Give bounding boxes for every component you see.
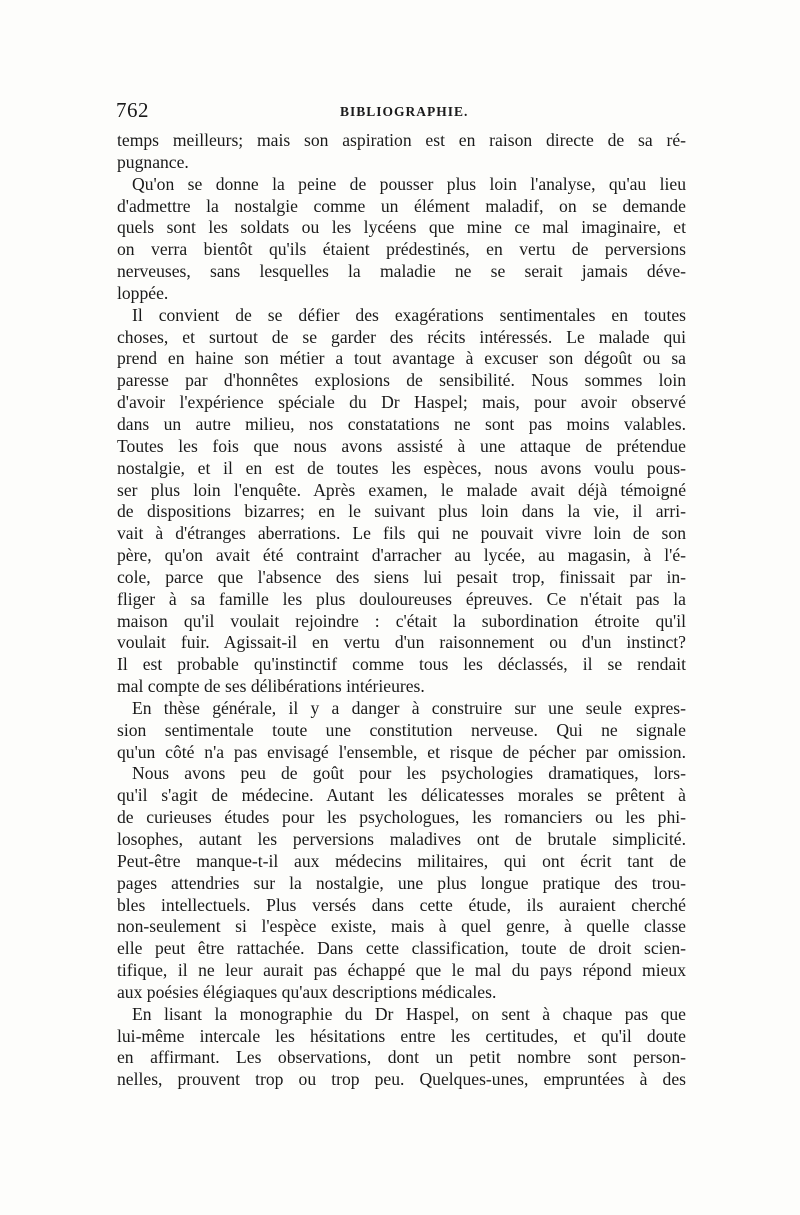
page-number: 762 — [116, 98, 149, 122]
text-line: temps meilleurs; mais son aspiration est en raison directe de sa ré- — [117, 130, 686, 150]
text-line: En thèse générale, il y a danger à construire sur une seule expres- — [132, 697, 686, 718]
text-line: Peut-être manque-t-il aux médecins militaires, qui ont écrit tant de — [117, 850, 686, 871]
text-line: qu'il s'agit de médecine. Autant les délicatesses morales se prêtent à — [117, 785, 686, 806]
text-line: ser plus loin l'enquête. Après examen, le malade avait déjà témoigné — [117, 479, 686, 500]
text-line: on verra bientôt qu'ils étaient prédestinés, en vertu de perversions — [117, 239, 686, 260]
text-line: aux poésies élégiaques qu'aux descriptions médicales. — [117, 981, 497, 1002]
text-line: maison qu'il voulait rejoindre : c'était la subordination étroite qu'il — [117, 610, 686, 631]
text-line: Il est probable qu'instinctif comme tous les déclassés, il se rendait — [117, 654, 686, 675]
text-line: père, qu'on avait été contraint d'arracher au lycée, au magasin, à l'é- — [117, 545, 686, 566]
text-line: vait à d'étranges aberrations. Le fils qui ne pouvait vivre loin de son — [117, 523, 686, 544]
text-line: nerveuses, sans lesquelles la maladie ne se serait jamais déve- — [117, 261, 686, 282]
text-line: nostalgie, et il en est de toutes les espèces, nous avons voulu pous- — [117, 457, 686, 478]
running-head: BIBLIOGRAPHIE. — [340, 104, 469, 119]
text-line: cole, parce que l'absence des siens lui pesait trop, finissait par in- — [117, 566, 686, 587]
text-line: Nous avons peu de goût pour les psychologies dramatiques, lors- — [132, 763, 686, 784]
text-line: paresse par d'honnêtes explosions de sensibilité. Nous sommes loin — [117, 370, 686, 391]
text-line: fliger à sa famille les plus douloureuses épreuves. Ce n'était pas la — [117, 588, 686, 609]
text-line: prend en haine son métier a tout avantage à excuser son dégoût ou sa — [117, 348, 686, 369]
page-header — [116, 98, 686, 126]
text-line: loppée. — [117, 282, 169, 303]
text-line: pugnance. — [117, 151, 189, 172]
text-line: voulait fuir. Agissait-il en vertu d'un raisonnement ou d'un instinct? — [117, 632, 686, 653]
text-line: de curieuses études pour les psychologues, les romanciers ou les phi- — [117, 807, 686, 828]
text-line: lui-même intercale les hésitations entre les certitudes, et qu'il doute — [117, 1025, 686, 1046]
text-line: quels sont les soldats ou les lycéens que mine ce mal imaginaire, et — [117, 217, 686, 238]
text-line: pages attendries sur la nostalgie, une plus longue pratique des trou- — [117, 872, 686, 893]
text-line: bles intellectuels. Plus versés dans cette étude, ils auraient cherché — [117, 894, 686, 915]
text-line: losophes, autant les perversions maladives ont de brutale simplicité. — [117, 829, 686, 849]
body-text — [117, 130, 686, 1091]
text-line: en affirmant. Les observations, dont un petit nombre sont person- — [117, 1047, 686, 1068]
text-line: d'avoir l'expérience spéciale du Dr Haspel; mais, pour avoir observé — [117, 392, 686, 413]
text-line: mal compte de ses délibérations intérieures. — [117, 676, 425, 697]
text-line: de dispositions bizarres; en le suivant plus loin dans la vie, il arri- — [117, 501, 686, 522]
text-line: non-seulement si l'espèce existe, mais à quel genre, à quelle classe — [117, 916, 686, 937]
text-line: Qu'on se donne la peine de pousser plus loin l'analyse, qu'au lieu — [132, 173, 686, 194]
text-line: Toutes les fois que nous avons assisté à une attaque de prétendue — [117, 435, 686, 456]
text-line: choses, et surtout de se garder des récits intéressés. Le malade qui — [117, 326, 686, 347]
text-line: sion sentimentale toute une constitution nerveuse. Qui ne signale — [117, 719, 686, 740]
text-line: tifique, il ne leur aurait pas échappé que le mal du pays répond mieux — [117, 960, 686, 981]
text-line: d'admettre la nostalgie comme un élément maladif, on se demande — [117, 195, 686, 216]
text-line: dans un autre milieu, nos constatations ne sont pas moins valables. — [117, 413, 686, 434]
text-line: qu'un côté n'a pas envisagé l'ensemble, et risque de pécher par omission. — [117, 741, 686, 762]
text-line: elle peut être rattachée. Dans cette classification, toute de droit scien- — [117, 938, 686, 959]
text-line: nelles, prouvent trop ou trop peu. Quelques-unes, empruntées à des — [117, 1069, 686, 1090]
text-line: Il convient de se défier des exagérations sentimentales en toutes — [132, 304, 686, 325]
text-line: En lisant la monographie du Dr Haspel, on sent à chaque pas que — [132, 1003, 686, 1024]
